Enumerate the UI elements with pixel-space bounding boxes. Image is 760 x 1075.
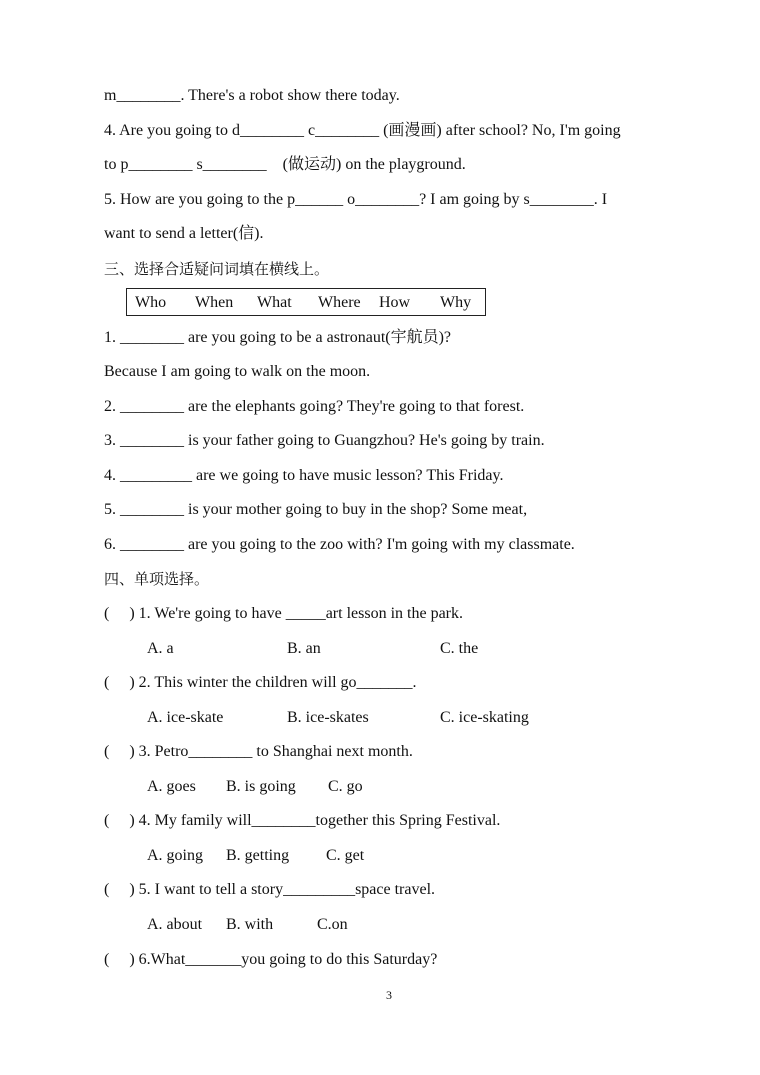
word-where: Where bbox=[318, 294, 361, 311]
page-number: 3 bbox=[386, 988, 392, 1002]
word-when: When bbox=[195, 294, 234, 311]
q2-option-c: C. ice-skating bbox=[440, 709, 529, 726]
word-why: Why bbox=[440, 294, 472, 311]
word-how: How bbox=[379, 294, 411, 311]
sec4-question-5: ( ) 5. I want to tell a story_________space travel. bbox=[104, 881, 436, 898]
question-5: 5. How are you going to the p______ o________? I am going by s________. I bbox=[104, 191, 608, 208]
q5-option-b: B. with bbox=[226, 916, 274, 933]
word-who: Who bbox=[135, 294, 167, 311]
question-4-cont: to p________ s________ (做运动) on the playground. bbox=[104, 156, 466, 173]
q5-option-a: A. about bbox=[147, 916, 203, 933]
q1-option-c: C. the bbox=[440, 640, 479, 657]
sec3-question-3: 3. ________ is your father going to Guangzhou? He's going by train. bbox=[104, 432, 545, 449]
q3-option-c: C. go bbox=[328, 778, 363, 795]
question-4: 4. Are you going to d________ c________ (画漫画) after school? No, I'm going bbox=[104, 122, 621, 139]
sec3-question-1-answer: Because I am going to walk on the moon. bbox=[104, 363, 371, 380]
sec3-question-4: 4. _________ are we going to have music lesson? This Friday. bbox=[104, 467, 504, 484]
sec3-question-6: 6. ________ are you going to the zoo with? I'm going with my classmate. bbox=[104, 536, 575, 553]
q3-option-b: B. is going bbox=[226, 778, 296, 795]
q1-option-b: B. an bbox=[287, 640, 321, 657]
question-5-cont: want to send a letter(信). bbox=[104, 225, 264, 242]
sec3-question-5: 5. ________ is your mother going to buy in the shop? Some meat, bbox=[104, 501, 528, 518]
q2-option-b: B. ice-skates bbox=[287, 709, 369, 726]
q3-option-a: A. goes bbox=[147, 778, 196, 795]
q4-option-c: C. get bbox=[326, 847, 365, 864]
sec4-question-1: ( ) 1. We're going to have _____art lesson in the park. bbox=[104, 605, 463, 622]
sec4-question-4: ( ) 4. My family will________together this Spring Festival. bbox=[104, 812, 501, 829]
q5-option-c: C.on bbox=[317, 916, 348, 933]
q1-option-a: A. a bbox=[147, 640, 174, 657]
question-word-box bbox=[126, 288, 486, 316]
fill-line-m: m________. There's a robot show there today. bbox=[104, 87, 400, 104]
section-3-heading: 三、选择合适疑问词填在横线上。 bbox=[104, 260, 330, 278]
sec4-question-6: ( ) 6.What_______you going to do this Saturday? bbox=[104, 951, 438, 968]
q4-option-b: B. getting bbox=[226, 847, 290, 864]
q2-option-a: A. ice-skate bbox=[147, 709, 224, 726]
sec3-question-1: 1. ________ are you going to be a astronaut(宇航员)? bbox=[104, 329, 452, 346]
sec3-question-2: 2. ________ are the elephants going? They're going to that forest. bbox=[104, 398, 525, 415]
sec4-question-2: ( ) 2. This winter the children will go_______. bbox=[104, 674, 417, 691]
q4-option-a: A. going bbox=[147, 847, 203, 864]
section-4-heading: 四、单项选择。 bbox=[104, 570, 210, 588]
sec4-question-3: ( ) 3. Petro________ to Shanghai next month. bbox=[104, 743, 413, 760]
word-what: What bbox=[257, 294, 292, 311]
